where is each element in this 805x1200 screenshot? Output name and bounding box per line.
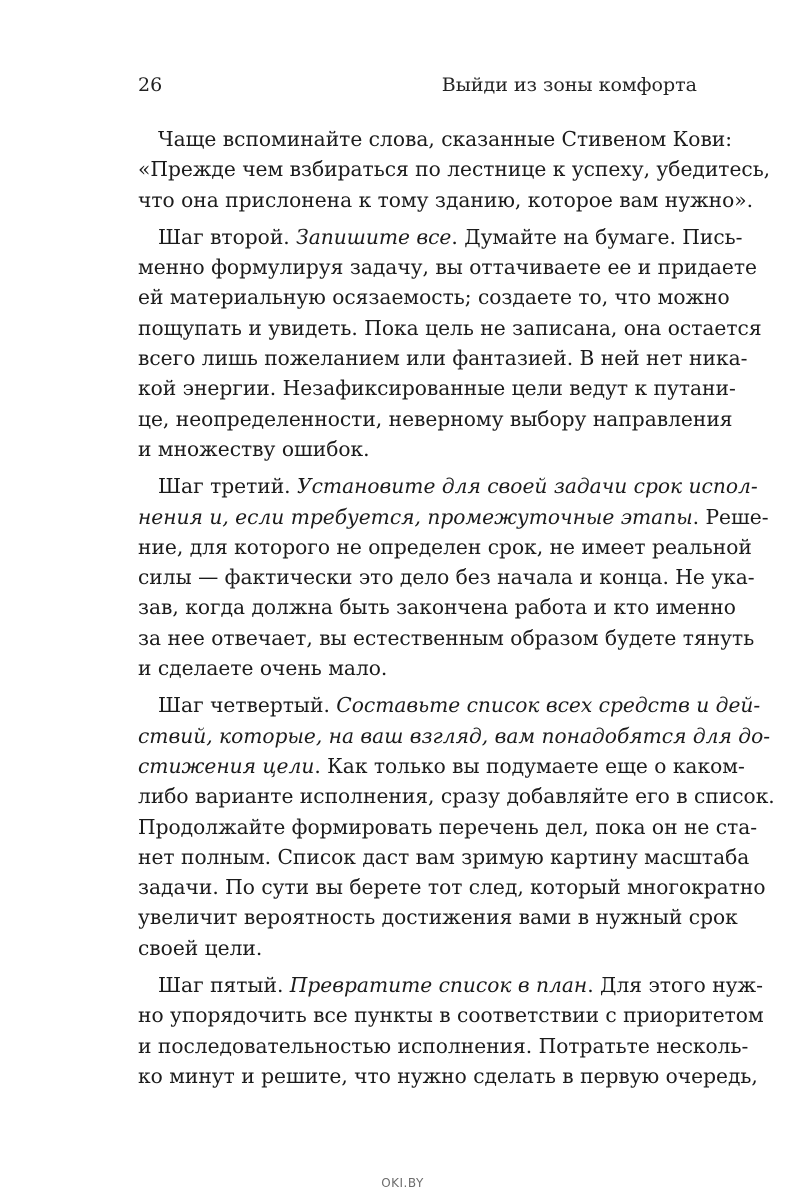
text-run: задачи. По сути вы берете тот след, который многократно xyxy=(138,875,766,900)
italic-text: Установите для своей задачи срок испол- xyxy=(297,474,758,499)
text-line xyxy=(138,751,745,781)
text-run: своей цели. xyxy=(138,935,263,960)
running-header xyxy=(138,74,697,104)
text-run: всего лишь пожеланием или фантазией. В ней нет ника- xyxy=(138,346,748,371)
text-run: но упорядочить все пункты в соответствии с приоритетом xyxy=(138,1003,764,1028)
text-run: менно формулируя задачу, вы оттачиваете ее и придаете xyxy=(138,255,757,280)
text-line xyxy=(138,872,766,902)
text-line xyxy=(138,282,730,312)
running-title: Выйди из зоны комфорта xyxy=(441,74,697,96)
text-line xyxy=(138,434,696,464)
text-run: и последовательностью исполнения. Потратьте несколь- xyxy=(138,1033,749,1058)
text-line xyxy=(138,1061,758,1091)
text-line xyxy=(138,562,755,592)
text-run: либо варианте исполнения, сразу добавляйте его в список. xyxy=(138,784,775,809)
italic-text: стижения цели xyxy=(138,753,315,778)
text-line xyxy=(138,471,758,501)
italic-text: ствий, которые, на ваш взгляд, вам понадобятся для до- xyxy=(138,723,771,748)
text-line xyxy=(138,812,758,842)
text-run: силы — фактически это дело без начала и конца. Не ука- xyxy=(138,565,755,590)
text-run: пощупать и увидеть. Пока цель не записана, она остается xyxy=(138,315,762,340)
text-run: и сделаете очень мало. xyxy=(138,656,388,681)
text-line xyxy=(138,222,743,252)
paragraph xyxy=(138,471,769,683)
text-line xyxy=(138,592,736,622)
text-run: кой энергии. Незафиксированные цели ведут к путани- xyxy=(138,376,736,401)
text-run: что она прислонена к тому зданию, которое вам нужно». xyxy=(138,187,754,212)
text-run: и множеству ошибок. xyxy=(138,436,370,461)
text-run: «Прежде чем взбираться по лестнице к успеху, убедитесь, xyxy=(138,157,771,182)
source-watermark: OKI.BY xyxy=(381,1176,424,1190)
italic-text: Превратите список в план xyxy=(289,973,588,998)
text-line xyxy=(138,343,748,373)
text-line xyxy=(138,781,775,811)
text-run: за нее отвечает, вы естественным образом будете тянуть xyxy=(138,625,755,650)
text-line xyxy=(138,1000,764,1030)
text-line xyxy=(138,404,733,434)
italic-text: Запишите все xyxy=(296,224,452,249)
text-run: ко минут и решите, что нужно сделать в первую очередь, xyxy=(138,1063,758,1088)
text-line xyxy=(138,252,757,282)
text-run: Шаг второй. xyxy=(158,224,297,249)
text-run: Шаг четвертый. xyxy=(158,693,337,718)
body-text xyxy=(138,124,775,1091)
text-line xyxy=(138,690,761,720)
text-line xyxy=(138,902,738,932)
text-run: нет полным. Список даст вам зримую картину масштаба xyxy=(138,844,750,869)
text-run: . Для этого нуж- xyxy=(587,973,763,998)
text-run: Продолжайте формировать перечень дел, пока он не ста- xyxy=(138,814,758,839)
text-line xyxy=(138,842,750,872)
text-run: увеличит вероятность достижения вами в нужный срок xyxy=(138,905,738,930)
text-line xyxy=(138,933,696,963)
text-line xyxy=(138,373,736,403)
paragraph xyxy=(138,124,771,215)
text-run: ние, для которого не определен срок, не имеет реальной xyxy=(138,534,752,559)
paragraph xyxy=(138,222,762,464)
text-line xyxy=(138,532,752,562)
italic-text: нения и, если требуется, промежуточные этапы xyxy=(138,504,693,529)
text-run: . Как только вы подумаете еще о каком- xyxy=(314,753,745,778)
text-line xyxy=(138,721,771,751)
text-run: Шаг пятый. xyxy=(158,973,290,998)
text-line xyxy=(138,313,762,343)
text-line xyxy=(138,124,733,154)
text-line xyxy=(138,623,755,653)
paragraph xyxy=(138,970,764,1091)
text-run: це, неопределенности, неверному выбору направления xyxy=(138,406,733,431)
text-line xyxy=(138,970,763,1000)
text-line xyxy=(138,653,696,683)
page-number: 26 xyxy=(138,74,163,96)
text-run: . Думайте на бумаге. Пись- xyxy=(451,224,743,249)
text-run: Чаще вспоминайте слова, сказанные Стивеном Кови: xyxy=(158,127,733,151)
paragraph xyxy=(138,690,775,963)
text-run: зав, когда должна быть закончена работа и кто именно xyxy=(138,595,736,620)
text-line xyxy=(138,185,754,215)
text-run: ей материальную осязаемость; создаете то, что можно xyxy=(138,285,730,310)
text-run: Шаг третий. xyxy=(158,474,298,499)
text-line xyxy=(138,1031,749,1061)
text-run: . Реше- xyxy=(692,504,769,529)
text-line xyxy=(138,154,771,184)
text-line xyxy=(138,502,769,532)
italic-text: Составьте список всех средств и дей- xyxy=(336,693,761,718)
